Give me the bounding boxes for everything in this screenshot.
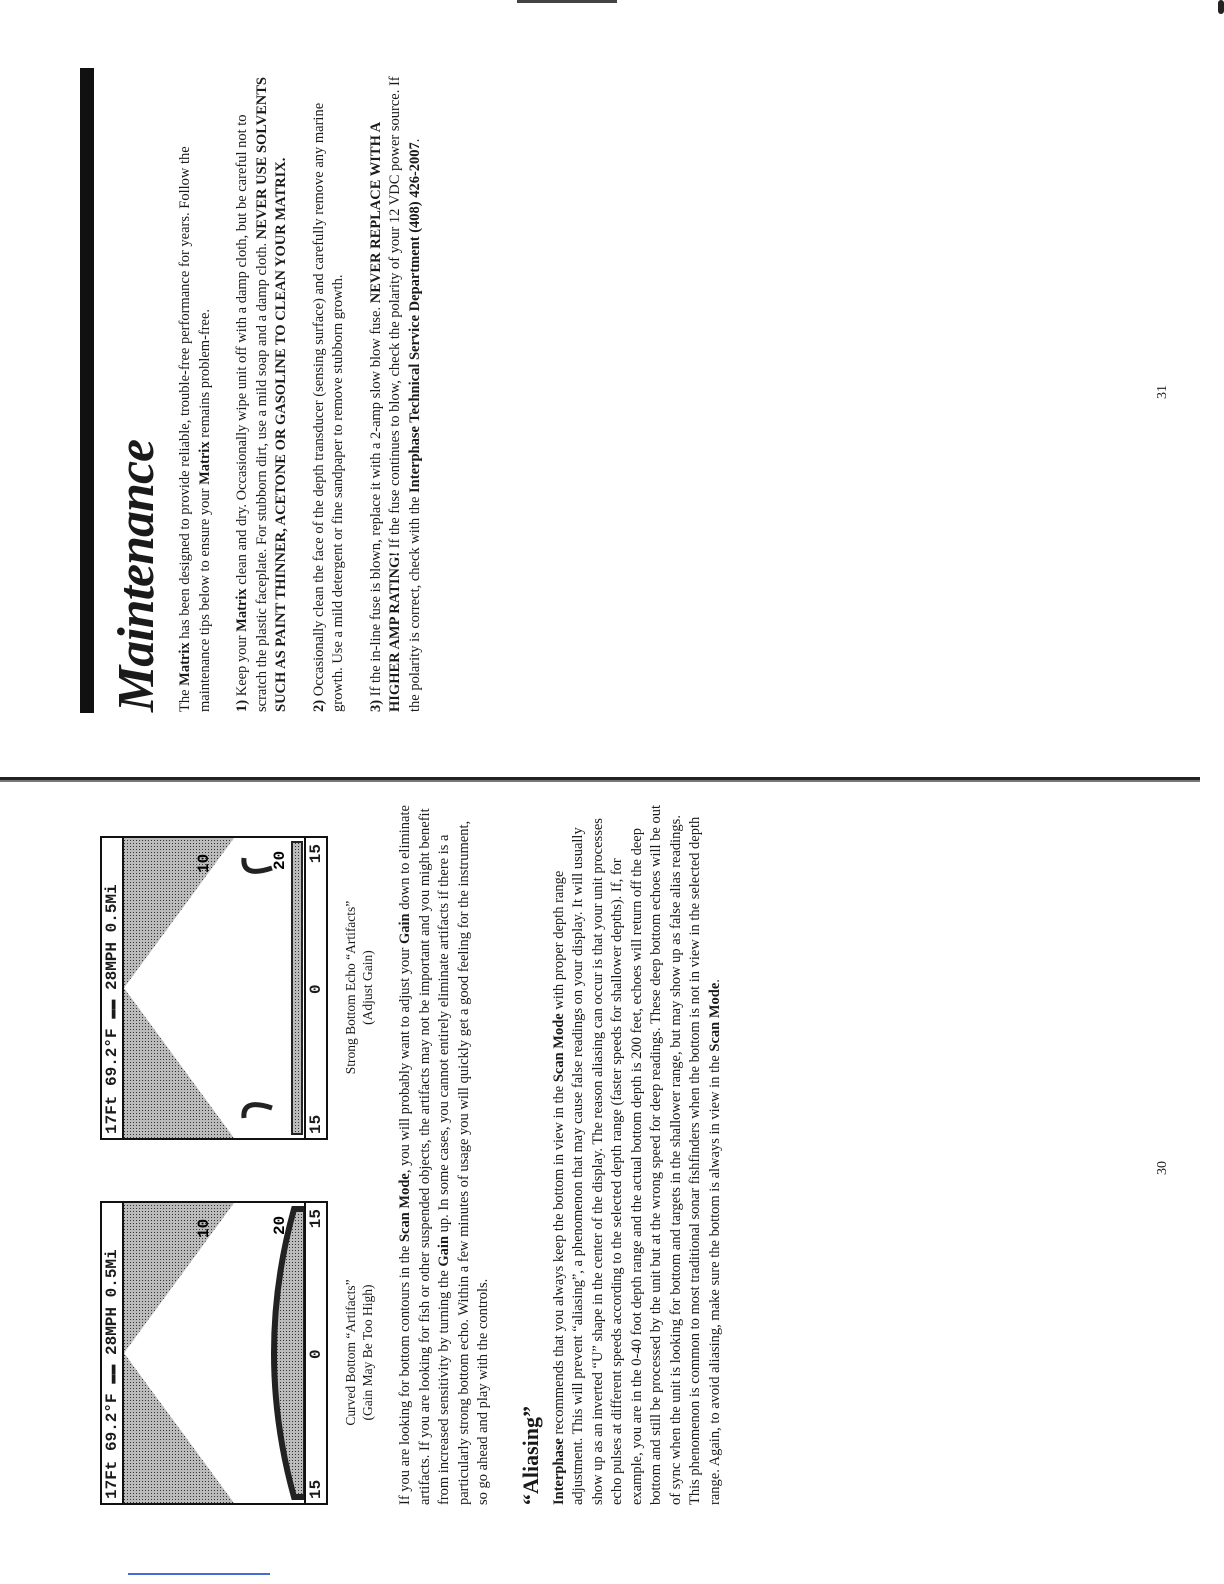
range-right: 15 [307, 1209, 325, 1229]
scan-edge-mark [1218, 0, 1224, 14]
depth-label-10: 10 [195, 1218, 213, 1238]
page-title: Maintenance [108, 439, 165, 712]
intro-paragraph: The Matrix has been designed to provide reliable, trouble-free performance for years. Follow the maintenance tips below to ensure your Matrix remains problem-free. [177, 146, 213, 712]
sonar-screen-2 [100, 836, 328, 1140]
figure-caption-1: Curved Bottom “Artifacts” (Gain May Be Too High) [343, 1279, 375, 1426]
sonar-figure-1 [100, 1200, 376, 1505]
tip-1: 1) Keep your Matrix clean and dry. Occasionally wipe unit off with a damp cloth, but be careful not to scratch the plastic faceplate. For stubborn dirt, use a mild soap and a damp cloth. NEVER USE SOLVENTS SUCH AS PAINT THINNER, ACETONE OR GASOLINE TO CLEAN YOUR MATRIX. [234, 77, 289, 712]
figure-caption-2: Strong Bottom Echo “Artifacts” (Adjust Gain) [343, 900, 375, 1075]
aliasing-paragraph: Interphase recommends that you always keep the bottom in view in the Scan Mode with proper depth range adjustment. This will prevent “aliasing”, a phenomenon that may cause false readings on your display. It will usually show up as an inverted “U” shape in the center of the display. The reason aliasing can occur is that your unit processes echo pulses at different speeds according to the selected depth range (faster speeds for shallower depths). If, for example, you are in the 0-40 foot depth range and the actual bottom depth is 200 feet, echoes will return off the deep bottom and still be processed by the unit but at the wrong speed for deep readings. These deep bottom echoes will be out of sync when the unit is looking for bottom and targets in the shallower range, but may show up as false alias readings. This phenomenon is common to most traditional sonar fishfinders when the bottom is not in view in the selected depth range. Again, to avoid aliasing, make sure the bottom is always in view in the Scan Mode. [550, 805, 723, 1505]
scan-cone-graphic [124, 1203, 306, 1503]
range-left: 15 [307, 1114, 325, 1134]
page-number-30: 30 [1155, 1161, 1170, 1175]
scan-top-mark [517, 0, 617, 3]
screen-status-bar: 17Ft 69.2°F ▬▬ 28MPH 0.5Mi [102, 1203, 124, 1503]
range-left: 15 [307, 1479, 325, 1499]
range-center: 0 [307, 1349, 325, 1359]
depth-label-20: 20 [271, 1215, 289, 1235]
sonar-figure-2 [100, 835, 376, 1140]
page-number-31: 31 [1155, 385, 1170, 399]
artifacts-paragraph: If you are looking for bottom contours in the Scan Mode, you will probably want to adjust your Gain down to eliminate artifacts. If you are looking for fish or other suspended objects, the artifacts may not be important and you might benefit from increased sensitivity by turning the Gain up. In some cases, you cannot entirely eliminate artifacts if there is a particularly strong bottom echo. Within a few minutes of usage you will quickly get a good feeling for the instrument, so go ahead and play with the controls. [397, 805, 491, 1505]
screen-status-bar: 17Ft 69.2°F ▬▬ 28MPH 0.5Mi [102, 838, 124, 1138]
sonar-screen-1 [100, 1201, 328, 1505]
section-bar [80, 68, 94, 713]
tip-3: 3) If the in-line fuse is blown, replace it with a 2-amp slow blow fuse. NEVER REPLACE WITH A HIGHER AMP RATING! If the fuse continues to blow, check the polarity of your 12 VDC power source. If the polarity is correct, check with the Interphase Technical Service Department (408) 426-2007. [367, 76, 423, 712]
range-center: 0 [307, 984, 325, 994]
page-fold-shadow [0, 780, 1200, 782]
scan-blue-line [128, 1573, 270, 1575]
screen-footer [304, 1203, 326, 1503]
depth-label-20: 20 [271, 850, 289, 870]
tip-2: 2) Occasionally clean the face of the depth transducer (sensing surface) and carefully remove any marine growth. Use a mild detergent or fine sandpaper to remove stubborn growth. [310, 102, 346, 712]
page-31 [110, 72, 530, 712]
section-heading-aliasing: “Aliasing” [517, 1405, 543, 1505]
sonar-figures [100, 805, 376, 1505]
scan-cone-graphic [124, 838, 306, 1138]
page-30 [100, 805, 880, 1505]
range-right: 15 [307, 844, 325, 864]
depth-label-10: 10 [195, 853, 213, 873]
screen-footer [304, 838, 326, 1138]
